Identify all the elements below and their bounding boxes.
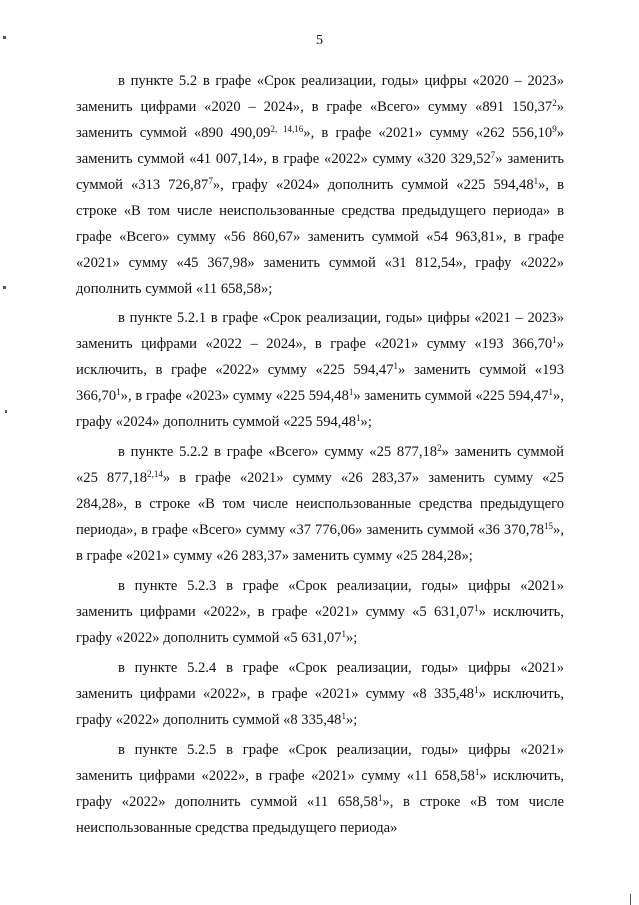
paragraph-5-2-4: в пункте 5.2.4 в графе «Срок реализации, годы» цифры «2021» заменить цифрами «2022», в графе «2021» сумму «8 335,48$^1$» исключить, графу «2022» дополнить суммой «8 335,48$^1$»;	[76, 660, 564, 728]
paragraph-5-2: в пункте 5.2 в графе «Срок реализации, годы» цифры «2020 – 2023» заменить цифрами «2020 – 2024», в графе «Всего» сумму «891 150,37$^2$» заменить суммой «890 490,09$^{2, 14,16}$», в графе «2021» сумму «262 556,10$^9$» заменить суммой «41 007,14», в графе «2022» сумму «320 329,52$^7$» заменить суммой «313 726,87$^7$», графу «2024» дополнить суммой «225 594,48$^1$», в строке «В том числе неиспользованные средства предыдущего периода» в графе «Всего» сумму «56 860,67» заменить суммой «54 963,81», в графе «2021» сумму «45 367,98» заменить суммой «31 812,54», графу «2022» дополнить суммой «11 658,58»;	[76, 73, 564, 297]
paragraph-5-2-5: в пункте 5.2.5 в графе «Срок реализации, годы» цифры «2021» заменить цифрами «2022», в графе «2021» сумму «11 658,58$^1$» исключить, графу «2022» дополнить суммой «11 658,58$^1$», в строке «В том числе неиспользованные средства предыдущего периода»	[76, 742, 565, 836]
paragraph-5-2-2: в пункте 5.2.2 в графе «Всего» сумму «25 877,18$^2$» заменить суммой «25 877,18$^{2,14}$» в графе «2021» сумму «26 283,37» заменить сумму «25 284,28», в строке «В том числе неиспользованные средства предыдущего периода», в графе «Всего» сумму «37 776,06» заменить суммой «36 370,78$^{15}$», в графе «2021» сумму «26 283,37» заменить сумму «25 284,28»;	[76, 443, 565, 564]
scan-mark	[5, 410, 7, 413]
scan-mark	[3, 36, 6, 39]
scan-mark	[3, 286, 6, 289]
scan-mark	[630, 894, 631, 905]
document-body	[76, 68, 564, 841]
page-number: 5	[316, 33, 323, 48]
paragraph-5-2-1: в пункте 5.2.1 в графе «Срок реализации, годы» цифры «2021 – 2023» заменить цифрами «2022 – 2024», в графе «2021» сумму «193 366,70$^1$» исключить, в графе «2022» сумму «225 594,47$^1$» заменить суммой «193 366,70$^1$», в графе «2023» сумму «225 594,48$^1$» заменить суммой «225 594,47$^1$», графу «2024» дополнить суммой «225 594,48$^1$»;	[76, 310, 564, 430]
paragraph-5-2-3: в пункте 5.2.3 в графе «Срок реализации, годы» цифры «2021» заменить цифрами «2022», в графе «2021» сумму «5 631,07$^1$» исключить, графу «2022» дополнить суммой «5 631,07$^1$»;	[76, 578, 564, 646]
